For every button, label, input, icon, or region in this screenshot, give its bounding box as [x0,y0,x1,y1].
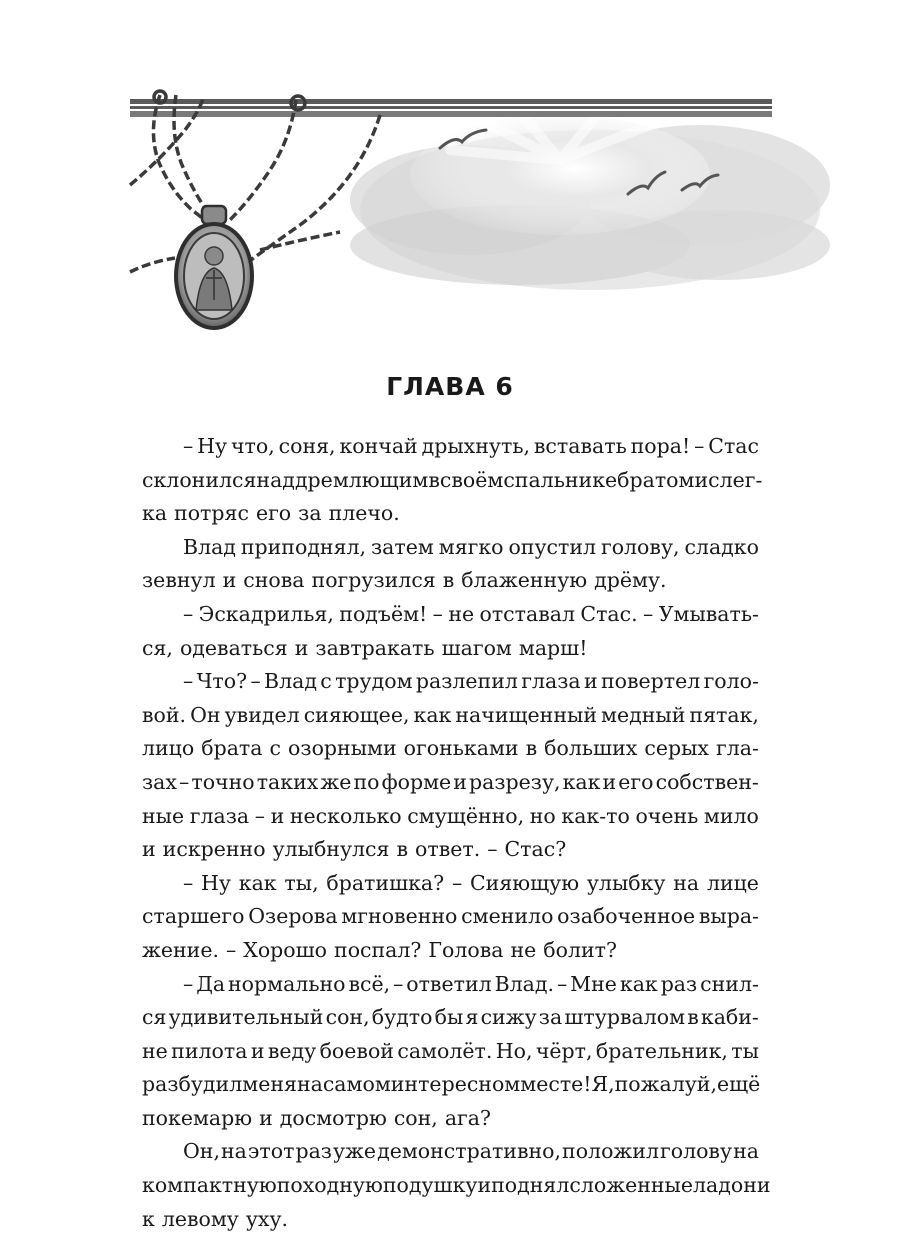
text-line: не пилота и веду боевой самолёт. Но, чёрт, брательник, ты [142,1038,759,1063]
paragraph [142,430,763,531]
chapter-title: ГЛАВА 6 [386,372,514,401]
text-line: к левому уху. [142,1206,289,1231]
text-line: ные глаза – и несколько смущённо, но как-то очень мило [142,803,759,828]
text-line: – Ну что, соня, кончай дрыхнуть, вставать пора! – Стас [183,434,759,458]
text-line: ся удивительный сон, будто бы я сижу за штурвалом в каби- [142,1005,759,1030]
text-line: – Ну как ты, братишка? – Сияющую улыбку на лице [183,870,759,895]
header-rule [130,99,772,117]
text-line: разбудил меня на самом интересном месте! Я, пожалуй, ещё [142,1072,761,1097]
text-line: вой. Он увидел сияющее, как начищенный медный пятак, [142,702,759,727]
paragraph [142,665,759,867]
text-line: и искренно улыбнулся в ответ. – Стас? [142,837,567,862]
text-line: – Что? – Влад с трудом разлепил глаза и повертел голо- [183,669,759,694]
paragraph [142,598,759,665]
paragraph [142,531,759,598]
text-line: Влад приподнял, затем мягко опустил голову, сладко [183,534,759,559]
text-line: – Да нормально всё, – ответил Влад. – Мне как раз снил- [183,971,759,996]
text-line: покемарю и досмотрю сон, ага? [142,1105,492,1130]
paragraph [142,1135,771,1236]
text-line: зевнул и снова погрузился в блаженную дрёму. [142,568,667,593]
text-line: зах – точно таких же по форме и разрезу, как и его собствен- [142,769,759,794]
text-line: – Эскадрилья, подъём! – не отставал Стас. – Умывать- [183,601,759,626]
text-line: жение. – Хорошо поспал? Голова не болит? [142,937,617,962]
cloud-sky-art [350,112,830,290]
medallion-icon [176,206,252,328]
text-line: Он, на этот раз уже демонстративно, положил голову на [183,1139,759,1164]
paragraph [142,867,759,968]
text-line: компактную походную подушку и поднял сложенные ладони [142,1173,771,1198]
text-line: лицо брата с озорными огоньками в больших серых гла- [142,736,759,761]
paragraph [142,968,759,1136]
chapter-body-text [142,430,771,1236]
text-line: ка потряс его за плечо. [142,501,400,526]
text-line: склонился над дремлющим в своём спальнике братом и слег- [142,467,763,492]
chapter-header-illustration [0,0,900,360]
chain-art [130,91,380,272]
text-line: старшего Озерова мгновенно сменило озабоченное выра- [142,904,759,929]
text-line: ся, одеваться и завтракать шагом марш! [142,635,588,660]
